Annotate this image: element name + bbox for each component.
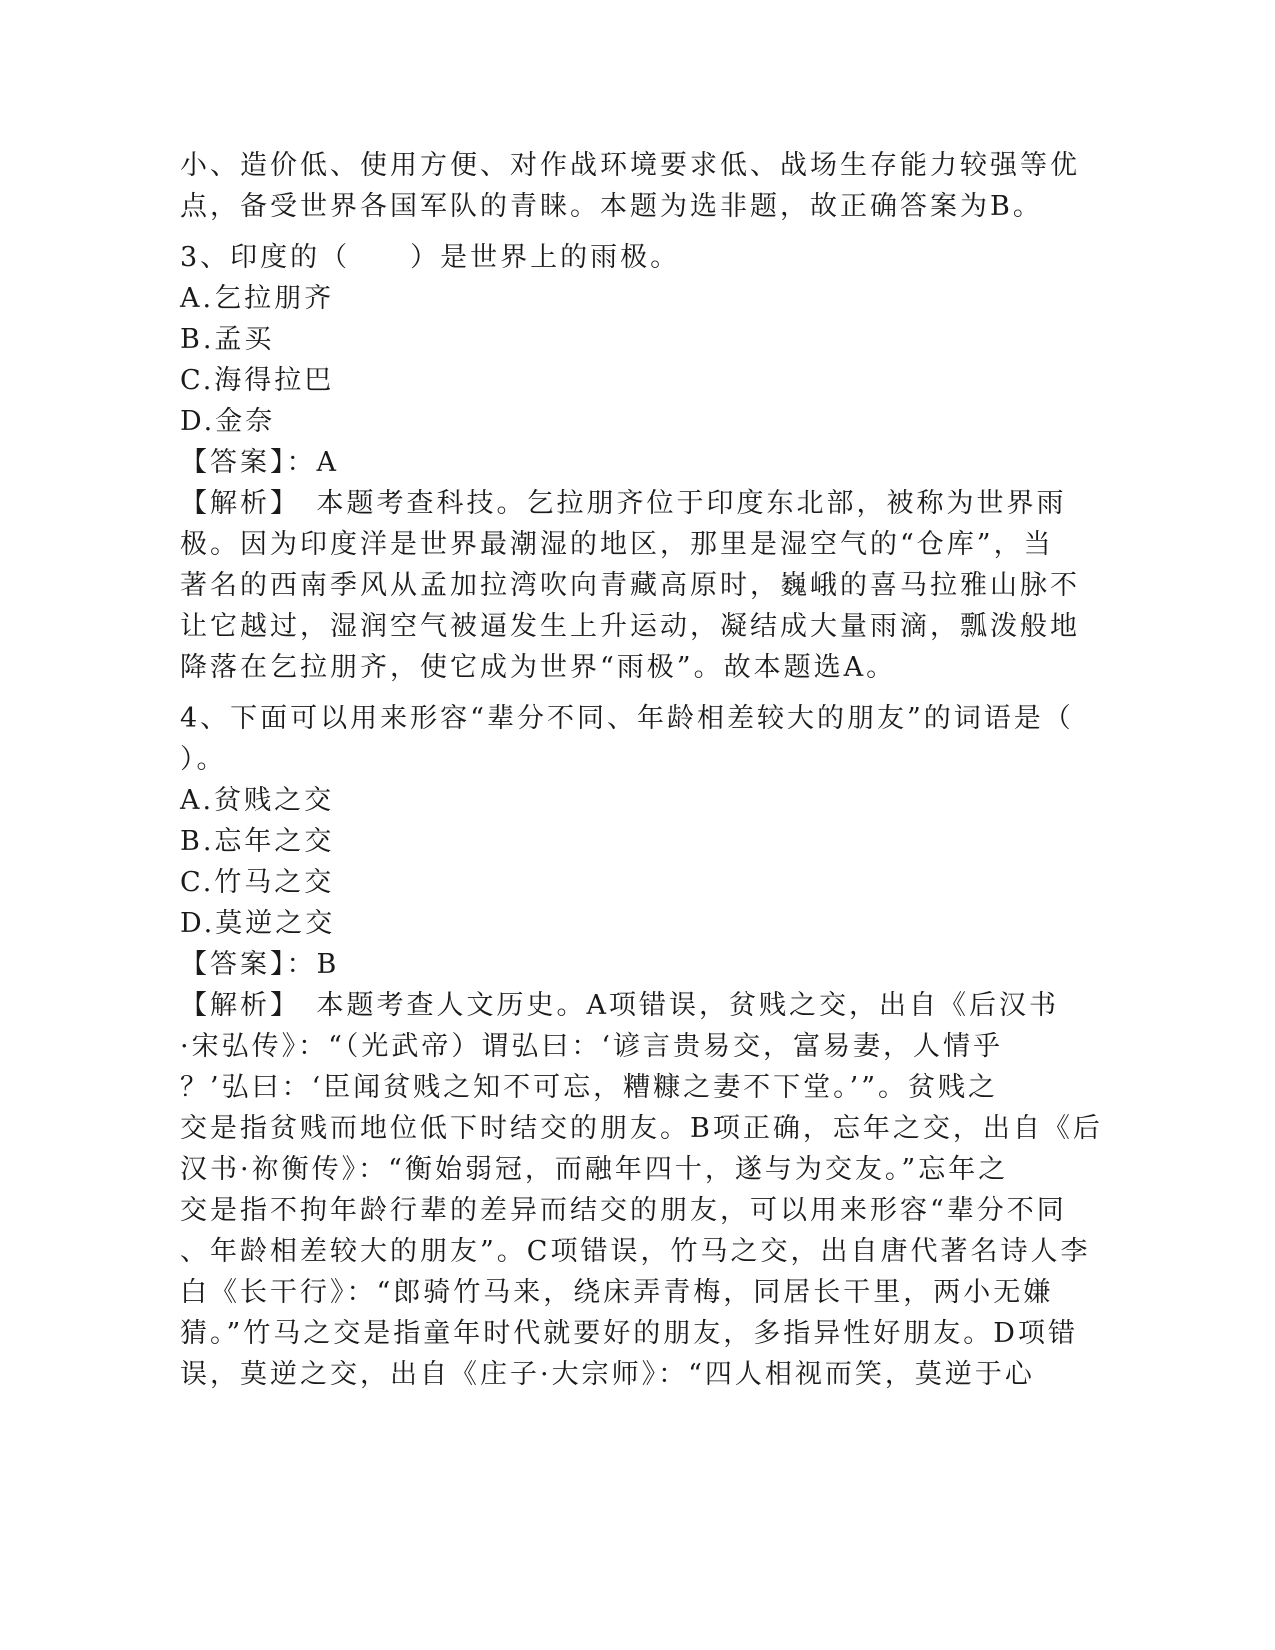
analysis-line: ·宋弘传》：“（光武帝）谓弘曰：‘谚言贵易交，富易妻，人情乎 [180, 1031, 1003, 1062]
analysis-line: 交是指贫贱而地位低下时结交的朋友。B项正确，忘年之交，出自《后 [180, 1113, 1103, 1144]
question-3 [180, 237, 1080, 688]
option-a: A.乞拉朋齐 [180, 283, 335, 314]
option-d: D.莫逆之交 [180, 908, 336, 939]
analysis-line: 白《长干行》：“郎骑竹马来，绕床弄青梅，同居长干里，两小无嫌 [180, 1277, 1054, 1308]
analysis-line: 猜。”竹马之交是指童年时代就要好的朋友，多指异性好朋友。D项错 [180, 1318, 1078, 1349]
analysis-line: 汉书·祢衡传》：“衡始弱冠，而融年四十，遂与为交友。”忘年之 [180, 1154, 1009, 1185]
analysis-line: 降落在乞拉朋齐，使它成为世界“雨极”。故本题选A。 [180, 652, 897, 683]
analysis-line: 让它越过，湿润空气被逼发生上升运动，凝结成大量雨滴，瓢泼般地 [180, 611, 1080, 642]
question-text: ）。 [180, 744, 227, 775]
option-a: A.贫贱之交 [180, 785, 335, 816]
option-b: B.忘年之交 [180, 826, 335, 857]
analysis-line: 、年龄相差较大的朋友”。C项错误，竹马之交，出自唐代著名诗人李 [180, 1236, 1091, 1267]
analysis-line: 极。因为印度洋是世界最潮湿的地区，那里是湿空气的“仓库”，当 [180, 529, 1054, 560]
answer-line: 【答案】：A [180, 447, 339, 478]
analysis-line: 交是指不拘年龄行辈的差异而结交的朋友，可以用来形容“辈分不同 [180, 1195, 1067, 1226]
question-text: 4、下面可以用来形容“辈分不同、年龄相差较大的朋友”的词语是（ [180, 703, 1074, 734]
answer-line: 【答案】：B [180, 949, 340, 980]
text-line: 小、造价低、使用方便、对作战环境要求低、战场生存能力较强等优 [180, 150, 1080, 181]
option-d: D.金奈 [180, 406, 276, 437]
analysis-line: 【解析】 本题考查科技。乞拉朋齐位于印度东北部，被称为世界雨 [180, 488, 1067, 519]
intro-paragraph [180, 145, 1080, 227]
analysis-line: 著名的西南季风从孟加拉湾吹向青藏高原时，巍峨的喜马拉雅山脉不 [180, 570, 1080, 601]
text-line: 点，备受世界各国军队的青睐。本题为选非题，故正确答案为B。 [180, 191, 1043, 222]
analysis-line: 【解析】 本题考查人文历史。A项错误，贫贱之交，出自《后汉书 [180, 990, 1059, 1021]
analysis-line: 误，莫逆之交，出自《庄子·大宗师》：“四人相视而笑，莫逆于心 [180, 1359, 1035, 1390]
option-b: B.孟买 [180, 324, 275, 355]
option-c: C.竹马之交 [180, 867, 335, 898]
question-text: 3、印度的（ ）是世界上的雨极。 [180, 242, 681, 273]
question-4 [180, 698, 1103, 1395]
option-c: C.海得拉巴 [180, 365, 335, 396]
analysis-line: ？’弘曰：‘臣闻贫贱之知不可忘，糟糠之妻不下堂。’”。贫贱之 [180, 1072, 999, 1103]
document-page [180, 145, 1103, 1395]
